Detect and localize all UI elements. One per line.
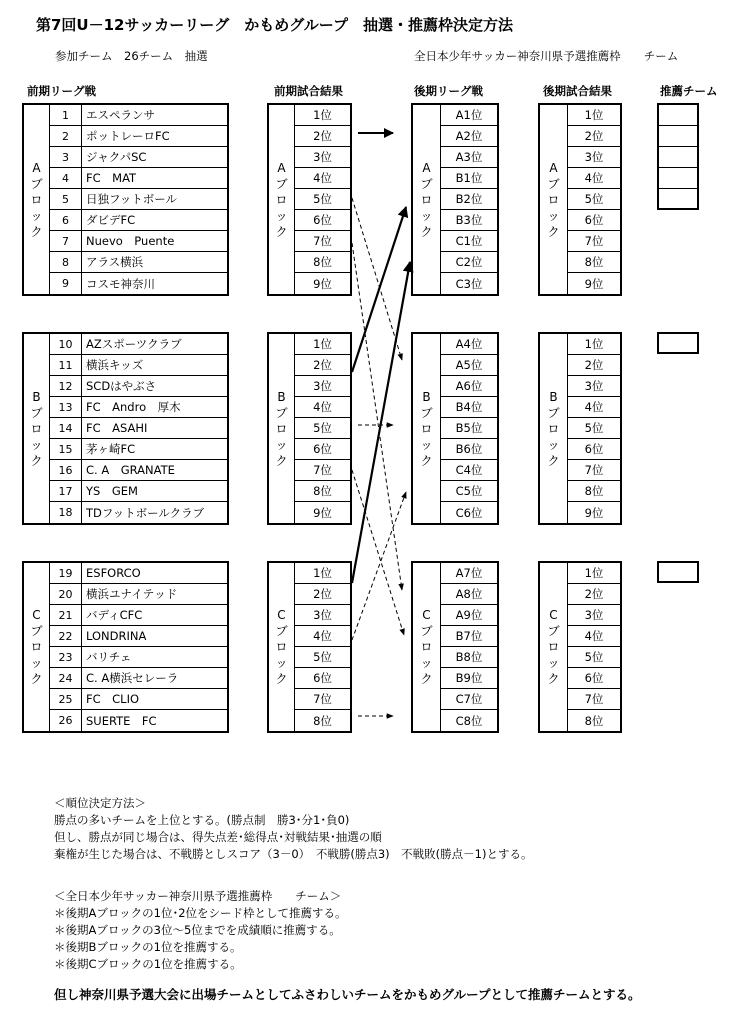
- team-number: 21: [50, 605, 82, 625]
- team-name: LONDRINA: [86, 629, 147, 643]
- rank-cell: 4位: [313, 400, 332, 414]
- rank-cell: 3位: [313, 608, 332, 622]
- rank-cell: A6位: [455, 379, 483, 393]
- rank-cell: 8位: [313, 255, 332, 269]
- arrow-c-mid3: [352, 492, 406, 640]
- rank-cell: C1位: [455, 234, 483, 248]
- team-name: FC CLIO: [86, 692, 140, 706]
- rank-cell: A1位: [455, 108, 483, 122]
- rank-cell: 4位: [584, 400, 604, 414]
- rank-cell: 2位: [584, 587, 604, 601]
- rank-cell: C4位: [455, 463, 483, 477]
- rank-cell: 6位: [584, 213, 604, 227]
- team-number: 20: [50, 584, 82, 604]
- team-name: Nuevo Puente: [86, 234, 175, 248]
- rank-cell: C2位: [455, 255, 483, 269]
- rank-cell: 8位: [584, 713, 604, 728]
- rank-cell: B2位: [455, 192, 483, 206]
- block-label-text: Bブロック: [275, 389, 288, 468]
- block-label-text: Bブロック: [420, 389, 433, 468]
- team-number: 12: [50, 376, 82, 396]
- rank-cell: 6位: [584, 671, 604, 685]
- recommendation-line: ＊後期Bブロックの1位を推薦する。: [54, 940, 242, 954]
- rank-cell: A2位: [455, 129, 483, 143]
- rank-cell: 8位: [584, 484, 604, 498]
- team-name: AZスポーツクラブ: [86, 337, 182, 351]
- rank-cell: 5位: [584, 421, 604, 435]
- team-number: 5: [50, 189, 82, 209]
- team-number: 6: [50, 210, 82, 230]
- recommendation-line: ＊後期Aブロックの3位～5位までを成績順に推薦する。: [54, 923, 341, 937]
- rank-cell: 9位: [313, 505, 332, 520]
- rank-cell: 1位: [313, 337, 332, 351]
- block-label-text: Cブロック: [30, 608, 43, 686]
- rank-cell: A7位: [455, 566, 483, 580]
- arrow-a-mid3: [352, 198, 402, 360]
- rank-cell: 4位: [584, 629, 604, 643]
- ranking-method-line: 棄権が生じた場合は、不戦勝としスコア（3－0） 不戦勝(勝点3) 不戦敗(勝点－1)とする。: [54, 847, 533, 861]
- team-number: 11: [50, 355, 82, 375]
- rank-cell: 3位: [584, 379, 604, 393]
- rank-cell: 6位: [313, 671, 332, 685]
- team-number: 24: [50, 668, 82, 688]
- rank-cell: 1位: [584, 337, 604, 351]
- team-number: 4: [50, 168, 82, 188]
- recommendation-rules: [54, 888, 347, 973]
- rank-cell: 4位: [313, 629, 332, 643]
- block-label-text: Bブロック: [30, 389, 43, 468]
- team-number: 9: [50, 273, 82, 294]
- rank-cell: 4位: [584, 171, 604, 185]
- rank-cell: 6位: [313, 213, 332, 227]
- team-number: 19: [50, 563, 82, 583]
- ranking-method: [54, 795, 532, 863]
- team-name: TDフットボールクラブ: [86, 505, 205, 520]
- rank-cell: 8位: [313, 484, 332, 498]
- ranking-method-heading: ＜順位決定方法＞: [54, 796, 146, 810]
- rank-cell: 5位: [313, 650, 332, 664]
- rank-cell: 6位: [313, 442, 332, 456]
- rank-cell: 4位: [313, 171, 332, 185]
- team-number: 18: [50, 502, 82, 523]
- block-label-text: Aブロック: [420, 160, 433, 239]
- rank-cell: C6位: [455, 505, 483, 520]
- rank-cell: 7位: [584, 463, 604, 477]
- rank-cell: B3位: [455, 213, 483, 227]
- rank-cell: 2位: [313, 587, 332, 601]
- rank-cell: 7位: [584, 692, 604, 706]
- ranking-method-line: 勝点の多いチームを上位とする。(勝点制 勝3･分1･負0): [54, 813, 350, 827]
- rank-cell: 1位: [313, 566, 332, 580]
- rank-cell: A9位: [455, 608, 483, 622]
- recommend-slots-note: 全日本少年サッカー神奈川県予選推薦枠 チーム: [414, 49, 679, 63]
- team-name: SCDはやぶさ: [86, 379, 157, 393]
- team-name: アラス横浜: [86, 255, 144, 269]
- team-number: 10: [50, 334, 82, 354]
- header-first-league: 前期リーグ戦: [27, 84, 96, 98]
- rank-cell: C5位: [455, 484, 483, 498]
- rank-cell: 3位: [313, 379, 332, 393]
- rank-cell: A4位: [455, 337, 483, 351]
- team-name: C. A GRANATE: [86, 463, 175, 477]
- block-label-text: Cブロック: [547, 608, 560, 686]
- rank-cell: 7位: [313, 463, 332, 477]
- team-name: ポットレーロFC: [86, 129, 170, 143]
- team-number: 15: [50, 439, 82, 459]
- team-name: ESFORCO: [86, 566, 141, 580]
- rank-cell: C7位: [455, 692, 483, 706]
- recommendation-heading: ＜全日本少年サッカー神奈川県予選推薦枠 チーム＞: [54, 889, 342, 903]
- team-number: 7: [50, 231, 82, 251]
- team-number: 14: [50, 418, 82, 438]
- rank-cell: 2位: [584, 358, 604, 372]
- block-label-text: Aブロック: [30, 160, 43, 239]
- team-number: 22: [50, 626, 82, 646]
- rank-cell: 8位: [584, 255, 604, 269]
- rank-cell: 2位: [313, 358, 332, 372]
- rank-cell: C3位: [455, 276, 483, 291]
- team-number: 25: [50, 689, 82, 709]
- team-name: FC Andro 厚木: [86, 400, 181, 414]
- page-title: 第7回U－12サッカーリーグ かもめグループ 抽選・推薦枠決定方法: [36, 16, 513, 34]
- rank-cell: 9位: [313, 276, 332, 291]
- header-recommended: 推薦チーム: [660, 84, 718, 98]
- final-note: 但し神奈川県予選大会に出場チームとしてふさわしいチームをかもめグループとして推薦チームとする。: [54, 987, 641, 1002]
- block-label-text: Bブロック: [547, 389, 560, 468]
- rank-cell: 5位: [313, 192, 332, 206]
- recommendation-line: ＊後期Aブロックの1位･2位をシード枠として推薦する。: [54, 906, 347, 920]
- rank-cell: C8位: [455, 713, 483, 728]
- arrow-c-top3: [352, 262, 410, 583]
- rank-cell: 5位: [584, 192, 604, 206]
- team-name: ダビデFC: [86, 213, 136, 227]
- rank-cell: 5位: [584, 650, 604, 664]
- rank-cell: 1位: [584, 566, 604, 580]
- team-name: 茅ヶ崎FC: [86, 442, 136, 456]
- team-name: FC ASAHI: [86, 421, 148, 435]
- rank-cell: B8位: [455, 650, 483, 664]
- team-name: エスペランサ: [86, 108, 155, 122]
- rank-cell: B6位: [455, 442, 483, 456]
- team-name: ジャクパSC: [86, 150, 147, 164]
- rank-cell: 3位: [584, 150, 604, 164]
- arrow-b-low3: [352, 470, 404, 635]
- rank-cell: 5位: [313, 421, 332, 435]
- rank-cell: A5位: [455, 358, 483, 372]
- rank-cell: B9位: [455, 671, 483, 685]
- rank-cell: B1位: [455, 171, 483, 185]
- team-name: 横浜ユナイテッド: [86, 587, 178, 601]
- team-number: 3: [50, 147, 82, 167]
- participants-note: 参加チーム 26チーム 抽選: [55, 49, 208, 63]
- team-name: 横浜キッズ: [86, 358, 144, 372]
- rank-cell: 3位: [313, 150, 332, 164]
- rank-cell: 7位: [313, 234, 332, 248]
- rank-cell: 3位: [584, 608, 604, 622]
- rank-cell: 9位: [584, 276, 604, 291]
- team-number: 8: [50, 252, 82, 272]
- team-number: 16: [50, 460, 82, 480]
- block-label-text: Aブロック: [275, 160, 288, 239]
- block-label-text: Aブロック: [547, 160, 560, 239]
- rank-cell: 8位: [313, 713, 332, 728]
- team-number: 13: [50, 397, 82, 417]
- team-name: C. A横浜セレーラ: [86, 671, 179, 685]
- team-number: 26: [50, 710, 82, 731]
- rank-cell: B4位: [455, 400, 483, 414]
- rank-cell: 6位: [584, 442, 604, 456]
- block-label-text: Cブロック: [420, 608, 433, 686]
- team-name: FC MAT: [86, 171, 137, 185]
- team-name: バディCFC: [86, 608, 143, 622]
- rank-cell: 2位: [584, 129, 604, 143]
- team-number: 23: [50, 647, 82, 667]
- rank-cell: B7位: [455, 629, 483, 643]
- rank-cell: 7位: [313, 692, 332, 706]
- team-name: 日独フットボール: [86, 192, 177, 206]
- recommendation-line: ＊後期Cブロックの1位を推薦する。: [54, 957, 242, 971]
- rank-cell: A3位: [455, 150, 483, 164]
- rank-cell: 7位: [584, 234, 604, 248]
- rank-cell: A8位: [455, 587, 483, 601]
- ranking-method-line: 但し、勝点が同じ場合は、得失点差･総得点･対戦結果･抽選の順: [54, 830, 382, 844]
- rank-cell: 2位: [313, 129, 332, 143]
- header-second-league: 後期リーグ戦: [414, 84, 483, 98]
- team-name: YS GEM: [86, 484, 138, 498]
- team-number: 17: [50, 481, 82, 501]
- header-second-results: 後期試合結果: [543, 84, 612, 98]
- rank-cell: 9位: [584, 505, 604, 520]
- team-name: バリチェ: [86, 650, 132, 664]
- team-name: コスモ神奈川: [86, 276, 155, 291]
- team-number: 2: [50, 126, 82, 146]
- team-number: 1: [50, 105, 82, 125]
- rank-cell: 1位: [584, 108, 604, 122]
- team-name: SUERTE FC: [86, 713, 157, 728]
- rank-cell: 1位: [313, 108, 332, 122]
- block-label-text: Cブロック: [275, 608, 288, 686]
- rank-cell: B5位: [455, 421, 483, 435]
- header-first-results: 前期試合結果: [274, 84, 343, 98]
